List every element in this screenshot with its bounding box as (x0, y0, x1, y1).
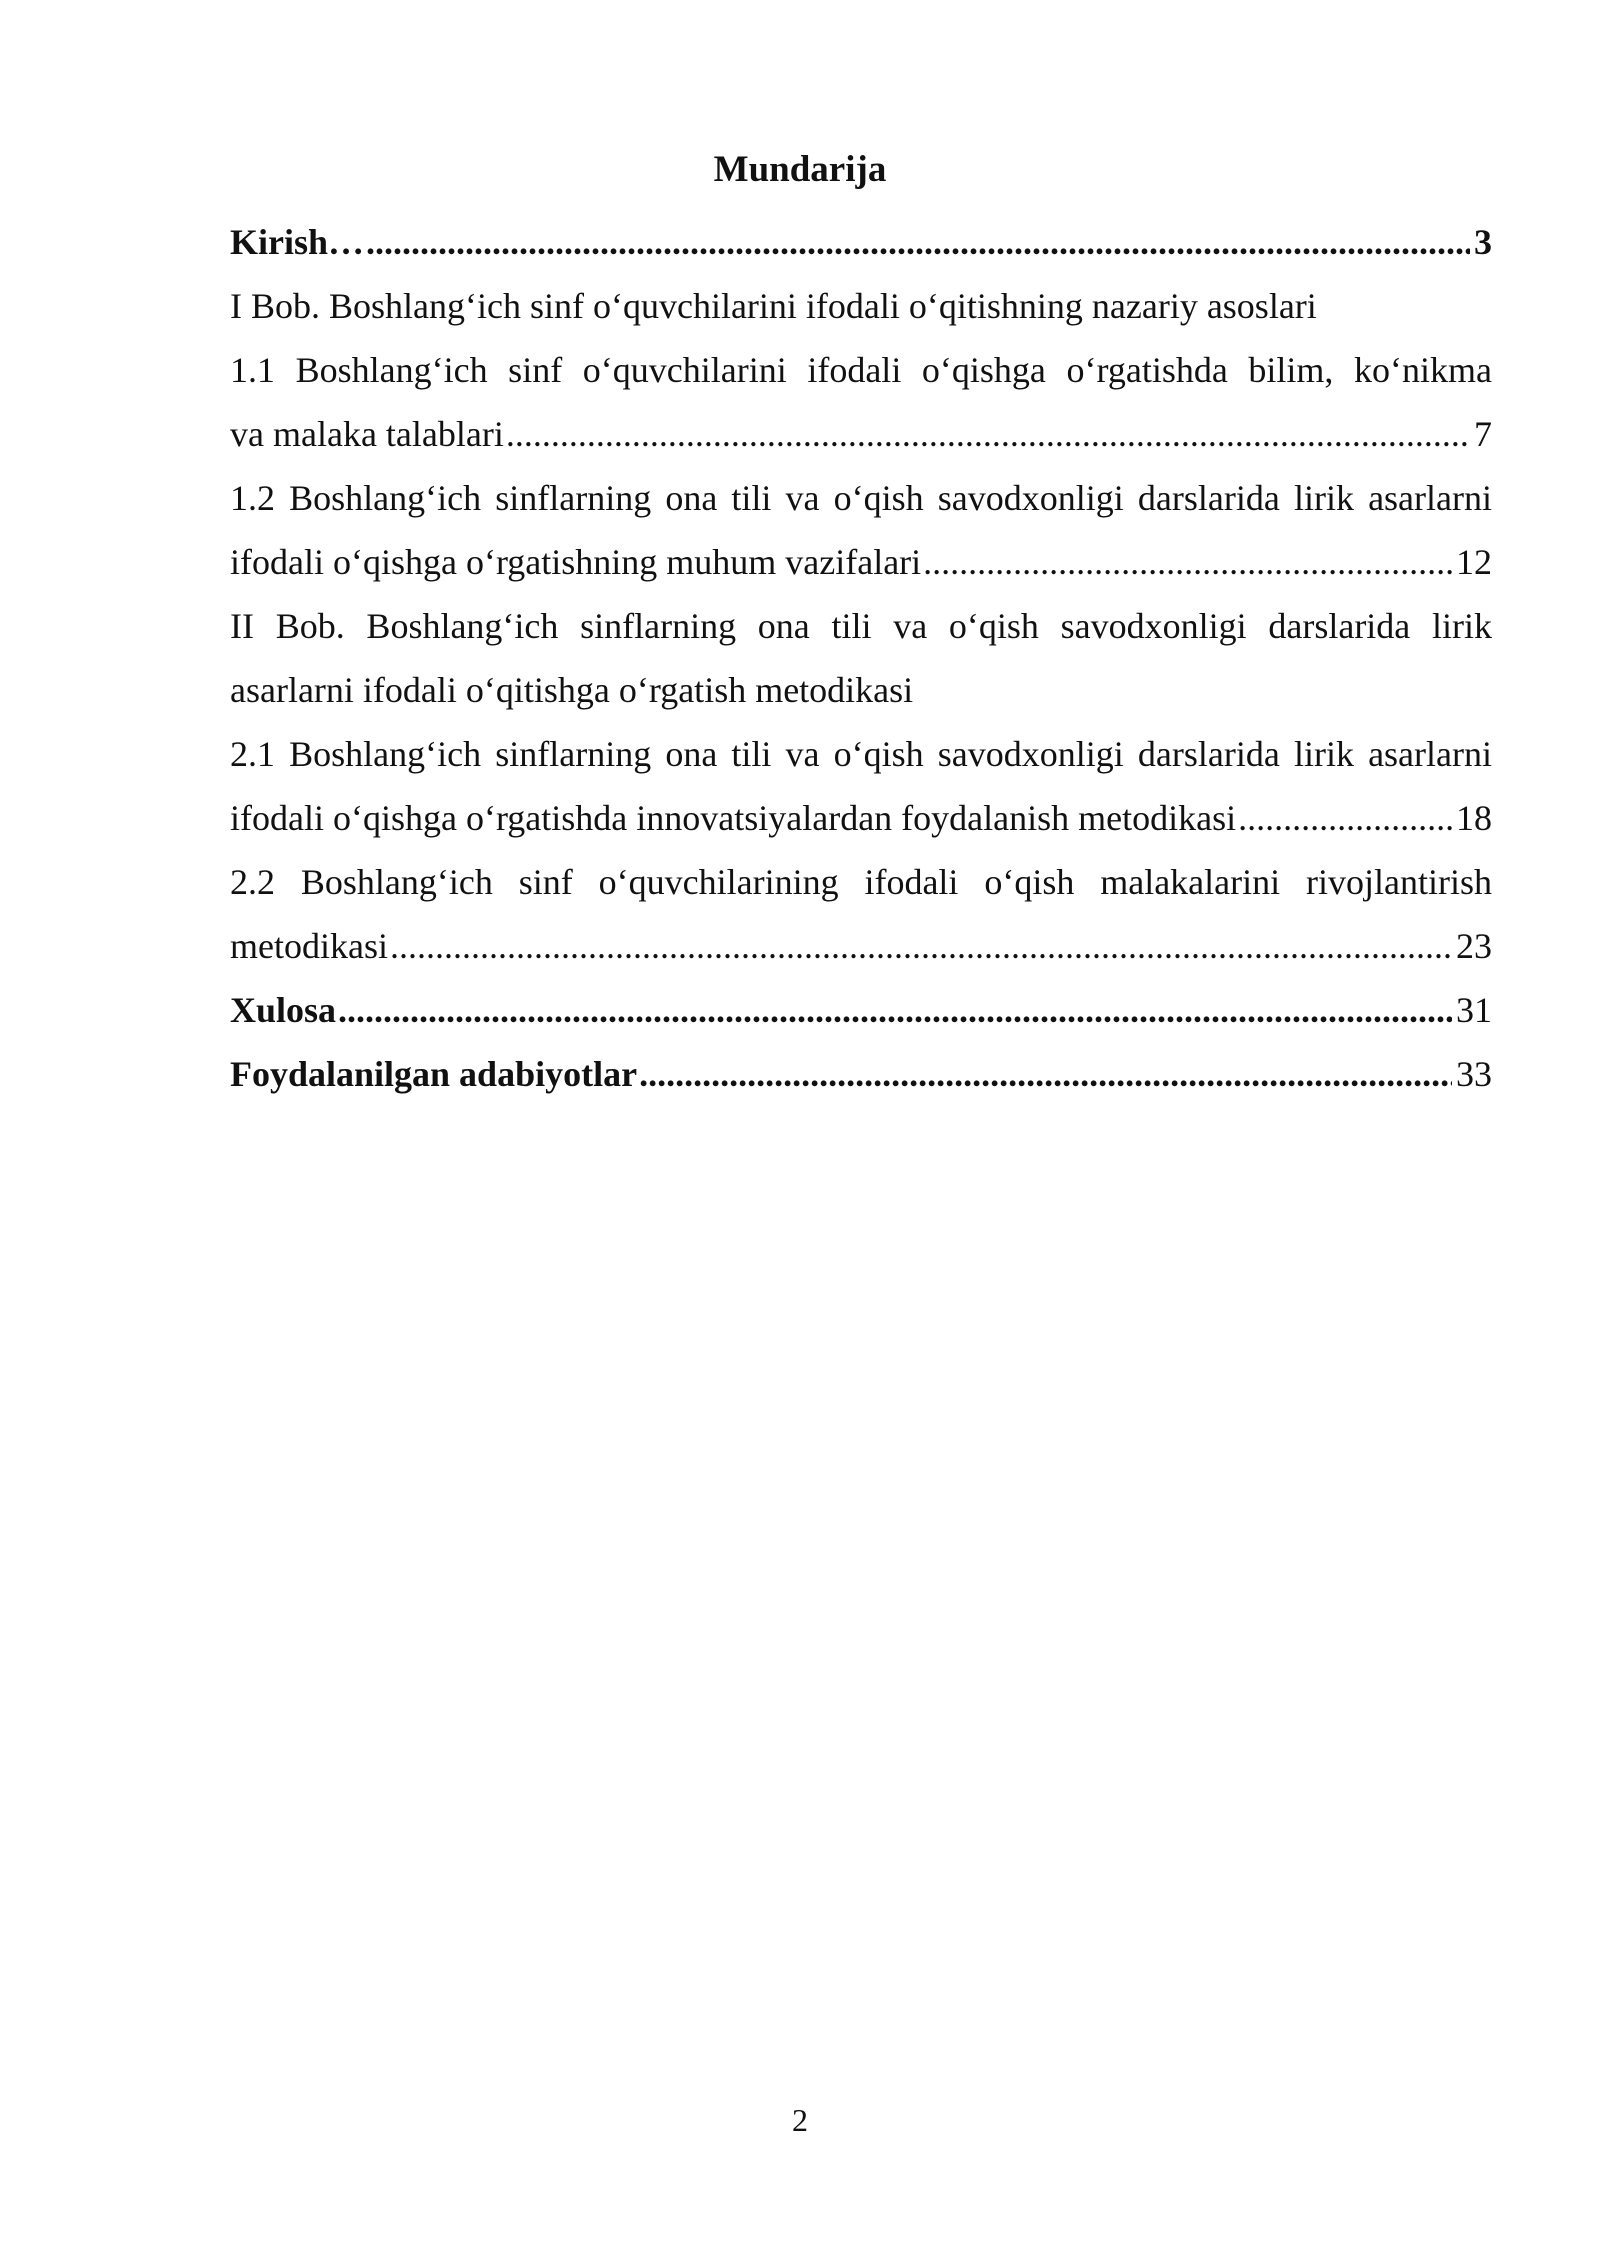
page-title: Mundarija (713, 149, 887, 190)
toc-entry-text: II Bob. Boshlang‘ich sinflarning ona tili va o‘qish savodxonligi darslarida lirik (230, 606, 1492, 646)
toc-entry-kirish[interactable] (230, 210, 1492, 274)
toc-entry-text: metodikasi (230, 926, 388, 966)
toc-entry-text: asarlarni ifodali o‘qitishga o‘rgatish metodikasi (230, 670, 914, 710)
toc-section-1-1[interactable] (230, 338, 1492, 466)
toc-entry-text: Xulosa (230, 990, 337, 1030)
toc-page-number: 33 (1456, 1054, 1492, 1094)
page-number-footer: 2 (792, 2102, 808, 2138)
toc-entry-text: va malaka talablari (230, 414, 504, 454)
toc-page-number: 7 (1474, 414, 1492, 454)
toc-chapter-1[interactable]: I Bob. Boshlang‘ich sinf o‘quvchilarini ifodali o‘qitishning nazariy asoslari (230, 286, 1317, 326)
dot-leader (390, 914, 1452, 978)
dot-leader (639, 1042, 1452, 1106)
toc-chapter-2[interactable] (230, 594, 1492, 722)
toc-page-number: 18 (1456, 798, 1492, 838)
dot-leader (366, 210, 1470, 274)
toc-entry-text: 2.2 Boshlang‘ich sinf o‘quvchilarining ifodali o‘qish malakalarini rivojlantirish (230, 862, 1492, 902)
toc-entry-text: ifodali o‘qishga o‘rgatishning muhum vazifalari (230, 542, 922, 582)
dot-leader (506, 402, 1470, 466)
toc-section-1-2[interactable] (230, 466, 1492, 594)
toc-section-2-1[interactable] (230, 722, 1492, 850)
toc-entry-text: 1.2 Boshlang‘ich sinflarning ona tili va o‘qish savodxonligi darslarida lirik asarlarni (230, 478, 1492, 518)
toc-page-number: 12 (1456, 542, 1492, 582)
toc-entry-adabiyotlar[interactable] (230, 1042, 1492, 1106)
dot-leader (1238, 786, 1452, 850)
table-of-contents (230, 210, 1492, 1106)
toc-entry-text: ifodali o‘qishga o‘rgatishda innovatsiyalardan foydalanish metodikasi (230, 798, 1237, 838)
toc-entry-text: 2.1 Boshlang‘ich sinflarning ona tili va o‘qish savodxonligi darslarida lirik asarlarni (230, 734, 1492, 774)
toc-page-number: 3 (1474, 222, 1492, 262)
toc-entry-text: 1.1 Boshlang‘ich sinf o‘quvchilarini ifodali o‘qishga o‘rgatishda bilim, ko‘nikma (230, 350, 1492, 390)
toc-section-2-2[interactable] (230, 850, 1492, 978)
toc-entry-text: Kirish… (230, 222, 365, 262)
toc-entry-text: Foydalanilgan adabiyotlar (230, 1054, 638, 1094)
toc-page-number: 31 (1456, 990, 1492, 1030)
toc-page-number: 23 (1456, 926, 1492, 966)
toc-entry-xulosa[interactable] (230, 978, 1492, 1042)
dot-leader (338, 978, 1452, 1042)
dot-leader (923, 530, 1452, 594)
